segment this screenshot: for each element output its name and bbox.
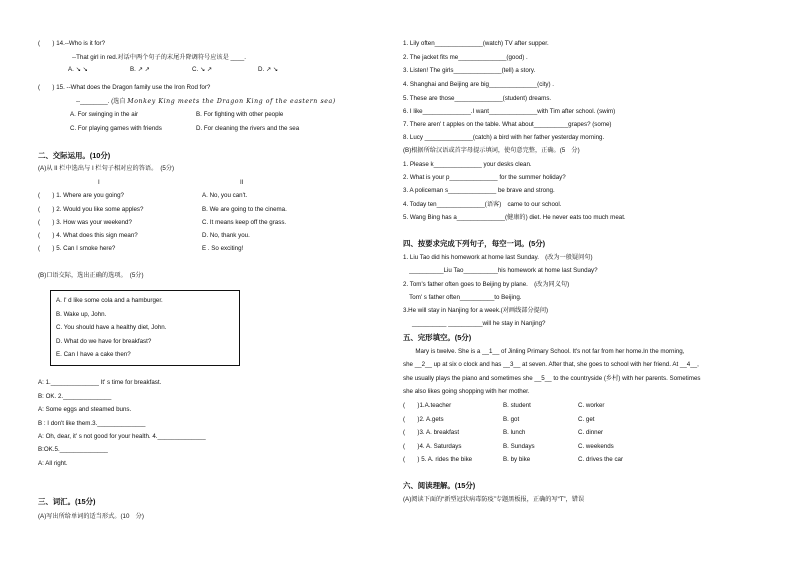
cloze-2-b: B. got (503, 416, 520, 423)
match-q4: ( ) 4. What does this sign mean? (38, 232, 138, 239)
box-item-a: A. I' d like some cola and a hamburger. (56, 297, 163, 304)
cloze-2-c: C. get (578, 416, 595, 423)
sec4-line-5: 3.He will stay in Nanjing for a week.(对画线部分提问) (403, 307, 549, 314)
match-q5: ( ) 5. Can I smoke here? (38, 245, 116, 252)
cloze-1-b: B. student (503, 402, 531, 409)
part-b-title: (B)根据所给汉语或首字母提示填词，使句意完整，正确。(5 分) (403, 147, 580, 154)
cloze-5-a: ( ) 5. A. rides the bike (403, 456, 473, 463)
fill-2: 2. The jacket fits me______________(good) . (403, 54, 528, 61)
fill-4: 4. Shanghai and Beijing are big______________(city) . (403, 81, 555, 88)
q15-source: Monkey King meets the Dragon King of the eastern sea) (127, 98, 336, 105)
sec3-title: 三、词汇。(15分) (38, 497, 96, 506)
q14-line2: --That girl in red.对话中两个句子的末尾升降调符号应该是 ____. (72, 54, 246, 61)
sec4-line-6: __________ __________will he stay in Nanjing? (412, 320, 546, 327)
sec2-part-b: (B)口语交际，选出正确的选项。 (5分) (38, 272, 144, 279)
dialog-line-1: A: 1.______________ It' s time for breakfast. (38, 379, 162, 386)
q15-opt-a: A. For swinging in the air (70, 111, 139, 118)
fill-b-1: 1. Please k______________ your desks clean. (403, 161, 532, 168)
match-a5: E . So exciting! (202, 245, 244, 252)
sec3-part-a: (A)写出所给单词的适当形式。(10 分) (38, 513, 144, 520)
sec2-col1: I (98, 179, 100, 186)
sec2-part-a: (A)从 II 栏中选出与 I 栏句子相对应的答语。 (5分) (38, 165, 175, 172)
fill-3: 3. Listen! The girls______________(tell) a story. (403, 67, 536, 74)
sec4-title: 四、按要求完成下列句子，每空一词。(5分) (403, 239, 546, 248)
cloze-4-b: B. Sundays (503, 443, 535, 450)
cloze-5-c: C. drives the car (578, 456, 624, 463)
match-a4: D. No, thank you. (202, 232, 250, 239)
cloze-3-c: C. dinner (578, 429, 604, 436)
fill-b-5: 5. Wang Bing has a______________(健康的) diet. He never eats too much meat. (403, 214, 626, 221)
q14-opt-a: A. ↘ ↘ (68, 66, 88, 73)
box-item-d: D. What do we have for breakfast? (56, 338, 152, 345)
cloze-2-a: ( )2. A.gets (403, 416, 444, 423)
match-a2: B. We are going to the cinema. (202, 206, 287, 213)
passage-line-3: she usually plays the piano and sometimes she __5__ to the countryside (乡村) with her parents. Sometimes (403, 375, 701, 382)
cloze-1-a: ( )1.A.teacher (403, 402, 452, 409)
passage-line-1: Mary is twelve. She is a __1__ of Jinling Primary School. It's not far from her home.In the morning, (403, 348, 685, 355)
q15-opt-c: C. For playing games with friends (70, 125, 162, 132)
dialog-line-5: A: Oh, dear, it' s not good for your health. 4.______________ (38, 433, 206, 440)
q14-opt-c: C. ↘ ↗ (192, 66, 212, 73)
cloze-4-c: C. weekends (578, 443, 614, 450)
sec4-line-3: 2. Tom's father often goes to Beijing by plane. (改为同义句) (403, 281, 570, 288)
passage-line-4: she also likes going shopping with her mother. (403, 388, 530, 395)
match-a1: A. No, you can't. (202, 192, 248, 199)
sec2-col2: II (240, 179, 244, 186)
sec6-part-a: (A)阅读下面的“新型冠状病毒防疫”专题黑板报，正确的写“T”，错误 (403, 496, 585, 503)
cloze-5-b: B. by bike (503, 456, 531, 463)
sec6-title: 六、阅读理解。(15分) (403, 481, 476, 490)
box-item-b: B. Wake up, John. (56, 311, 107, 318)
cloze-3-b: B. lunch (503, 429, 526, 436)
cloze-1-c: C. worker (578, 402, 605, 409)
dialog-line-7: A: All right. (38, 460, 68, 467)
sec4-line-2: __________Liu Tao__________his homework at home last Sunday? (403, 267, 598, 274)
cloze-3-a: ( )3. A. breakfast (403, 429, 460, 436)
q14-stem: ( ) 14.--Who is it for? (38, 40, 106, 47)
sec2-title: 二、交际运用。(10分) (38, 151, 111, 160)
q15-line2-a: --________. (选自 (76, 98, 126, 105)
box-item-c: C. You should have a healthy diet, John. (56, 324, 167, 331)
fill-7: 7. There aren' t apples on the table. What about__________grapes? (some) (403, 121, 612, 128)
sec4-line-1: 1. Liu Tao did his homework at home last Sunday. (改为一般疑问句) (403, 254, 593, 261)
q14-opt-d: D. ↗ ↘ (258, 66, 278, 73)
q14-opt-b: B. ↗ ↗ (130, 66, 150, 73)
fill-b-3: 3. A policeman s______________ be brave and strong. (403, 187, 555, 194)
dialog-line-4: B : I don't like them.3.______________ (38, 420, 146, 427)
q15-line2 (76, 98, 336, 106)
fill-8: 8. Lucy ______________(catch) a bird with her father yesterday morning. (403, 134, 605, 141)
q15-stem: ( ) 15. --What does the Dragon family use the Iron Rod for? (38, 84, 211, 91)
dialog-line-3: A: Some eggs and steamed buns. (38, 406, 132, 413)
match-a3: C. It means keep off the grass. (202, 219, 287, 226)
fill-6: 6. I like______________.I want______________with Tim after school. (swim) (403, 108, 616, 115)
fill-5: 5. These are those______________(student) dreams. (403, 95, 552, 102)
cloze-4-a: ( )4. A. Saturdays (403, 443, 462, 450)
sec4-line-4: Tom' s father often__________to Beijing. (403, 294, 522, 301)
q15-opt-b: B. For fighting with other people (196, 111, 284, 118)
match-q2: ( ) 2. Would you like some apples? (38, 206, 144, 213)
sec5-title: 五、完形填空。(5分) (403, 333, 472, 342)
fill-b-4: 4. Today ten______________(语客) came to our school. (403, 201, 562, 208)
fill-1: 1. Lily often______________(watch) TV after supper. (403, 40, 549, 47)
match-q1: ( ) 1. Where are you going? (38, 192, 124, 199)
dialog-line-2: B: OK. 2.______________ (38, 393, 112, 400)
q15-opt-d: D. For cleaning the rivers and the sea (196, 125, 300, 132)
box-item-e: E. Can I have a cake then? (56, 351, 131, 358)
match-q3: ( ) 3. How was your weekend? (38, 219, 132, 226)
dialog-line-6: B:OK.5.______________ (38, 446, 108, 453)
fill-b-2: 2. What is your p______________ for the summer holiday? (403, 174, 566, 181)
passage-line-2: she __2__ up at six o clock and has __3__ at seven. After that, she goes to school with her friend. At __4__, (403, 361, 699, 368)
